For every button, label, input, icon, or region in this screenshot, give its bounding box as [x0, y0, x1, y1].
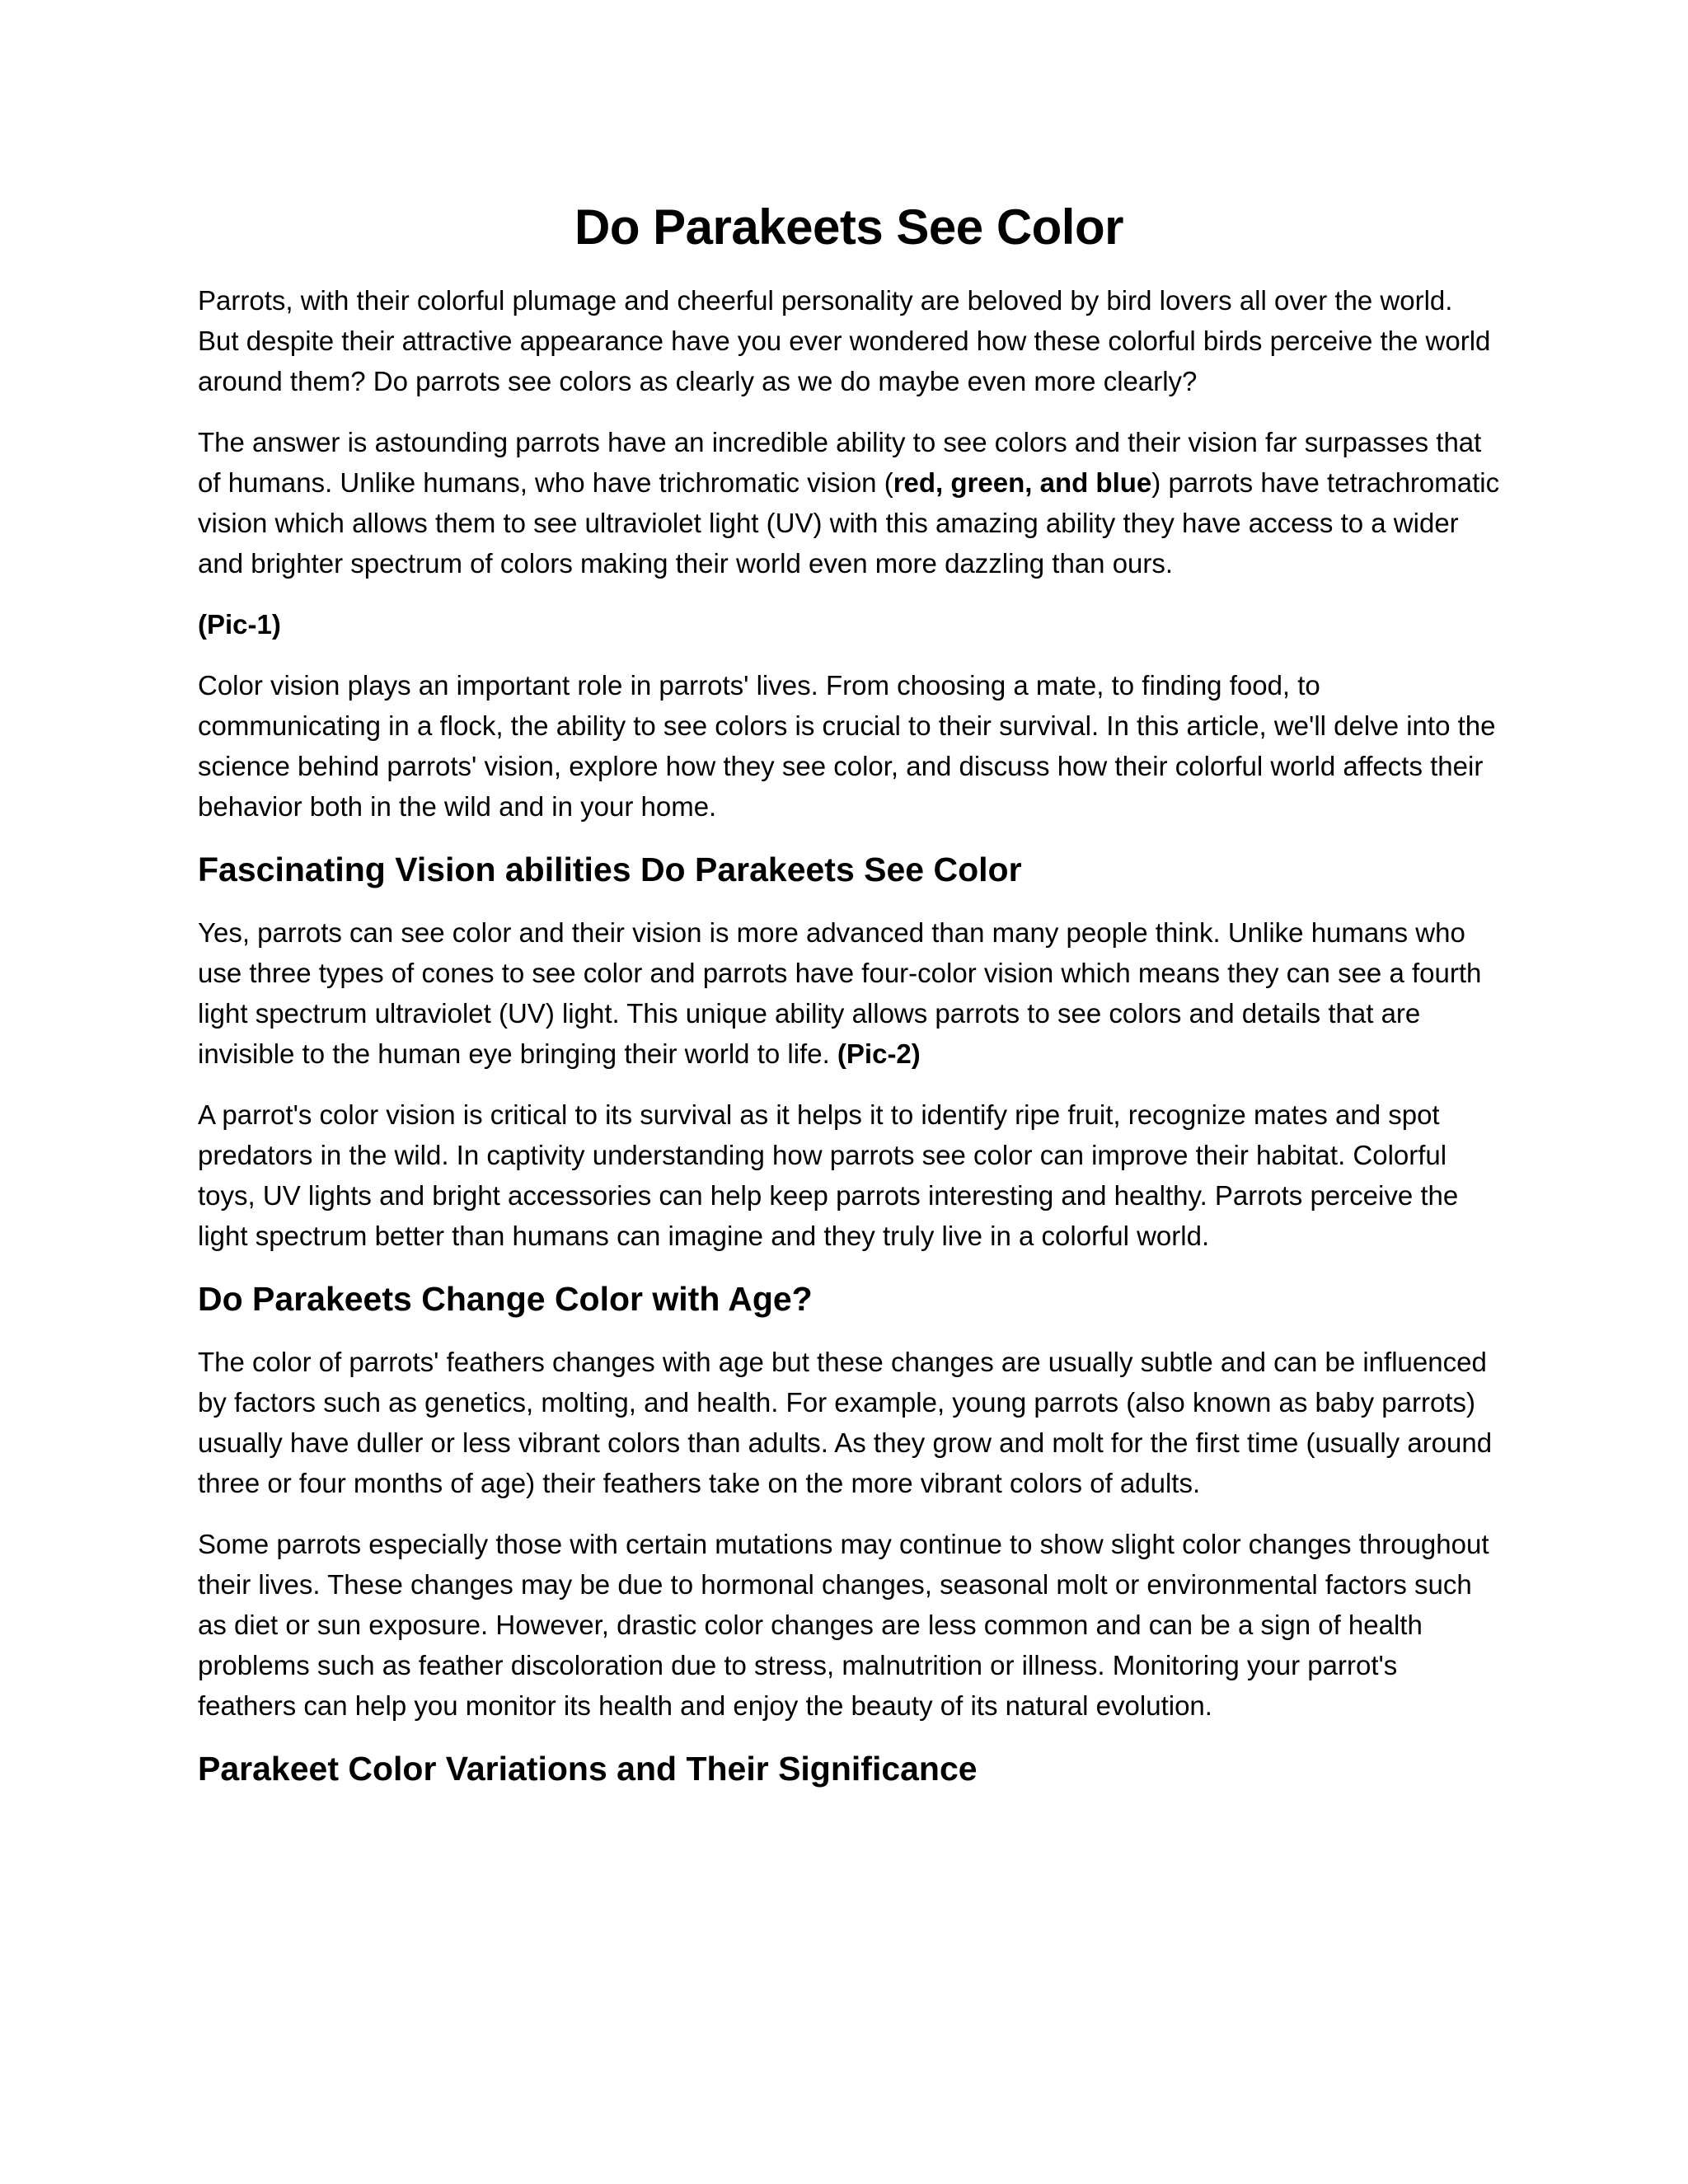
age-paragraph-2: Some parrots especially those with certain mutations may continue to show slight color changes throughout their lives. These changes may be due to hormonal changes, seasonal molt or environmental factors such as diet or sun exposure. However, drastic color changes are less common and can be a sign of health problems such as feather discoloration due to stress, malnutrition or illness. Monitoring your parrot's feathers can help you monitor its health and enjoy the beauty of its natural evolution. [198, 1529, 1489, 1722]
vision-paragraph-2: A parrot's color vision is critical to its survival as it helps it to identify ripe fruit, recognize mates and spot predators in the wild. In captivity understanding how parrots see color can improve their habitat. Colorful toys, UV lights and bright accessories can help keep parrots interesting and healthy. Parrots perceive the light spectrum better than humans can imagine and they truly live in a colorful world. [198, 1099, 1459, 1252]
intro-paragraph-2-text-b: ) parrots have tetrachromatic vision which allows them to see ultraviolet light (UV) with this amazing ability they have access to a wider and brighter spectrum of colors making their world even more dazzling than ours. [198, 467, 1500, 579]
intro-paragraph-1: Parrots, with their colorful plumage and cheerful personality are beloved by bird lovers all over the world. But despite their attractive appearance have you ever wondered how these colorful birds perceive the world around them? Do parrots see colors as clearly as we do maybe even more clearly? [198, 285, 1491, 396]
section-heading-vision: Fascinating Vision abilities Do Parakeets See Color [198, 851, 1022, 888]
page-title: Do Parakeets See Color [574, 199, 1123, 255]
intro-paragraph-2 [198, 422, 1500, 583]
age-paragraph-1: The color of parrots' feathers changes with age but these changes are usually subtle and can be influenced by factors such as genetics, molting, and health. For example, young parrots (also known as baby parrots) usually have duller or less vibrant colors than adults. As they grow and molt for the first time (usually around three or four months of age) their feathers take on the more vibrant colors of adults. [198, 1347, 1493, 1499]
document-page [198, 198, 1500, 1812]
intro-paragraph-2-text-a: The answer is astounding parrots have an incredible ability to see colors and their vision far surpasses that of humans. Unlike humans, who have trichromatic vision ( [198, 427, 1482, 498]
intro-paragraph-3: Color vision plays an important role in parrots' lives. From choosing a mate, to finding food, to communicating in a flock, the ability to see colors is crucial to their survival. In this article, we'll delve into the science behind parrots' vision, explore how they see color, and discuss how their colorful world affects their behavior both in the wild and in your home. [198, 670, 1496, 822]
vision-paragraph-1 [198, 912, 1500, 1074]
pic-1-label: (Pic-1) [198, 609, 281, 640]
vision-paragraph-1-text: Yes, parrots can see color and their vision is more advanced than many people think. Unlike humans who use three types of cones to see color and parrots have four-color vision which means they can see a fourth light spectrum ultraviolet (UV) light. This unique ability allows parrots to see colors and details that are invisible to the human eye bringing their world to life. [198, 917, 1482, 1070]
pic-2-label: (Pic-2) [837, 1038, 921, 1070]
intro-paragraph-2-bold-colors: red, green, and blue [893, 467, 1152, 498]
section-heading-age: Do Parakeets Change Color with Age? [198, 1280, 813, 1319]
section-heading-variations: Parakeet Color Variations and Their Significance [198, 1750, 978, 1788]
